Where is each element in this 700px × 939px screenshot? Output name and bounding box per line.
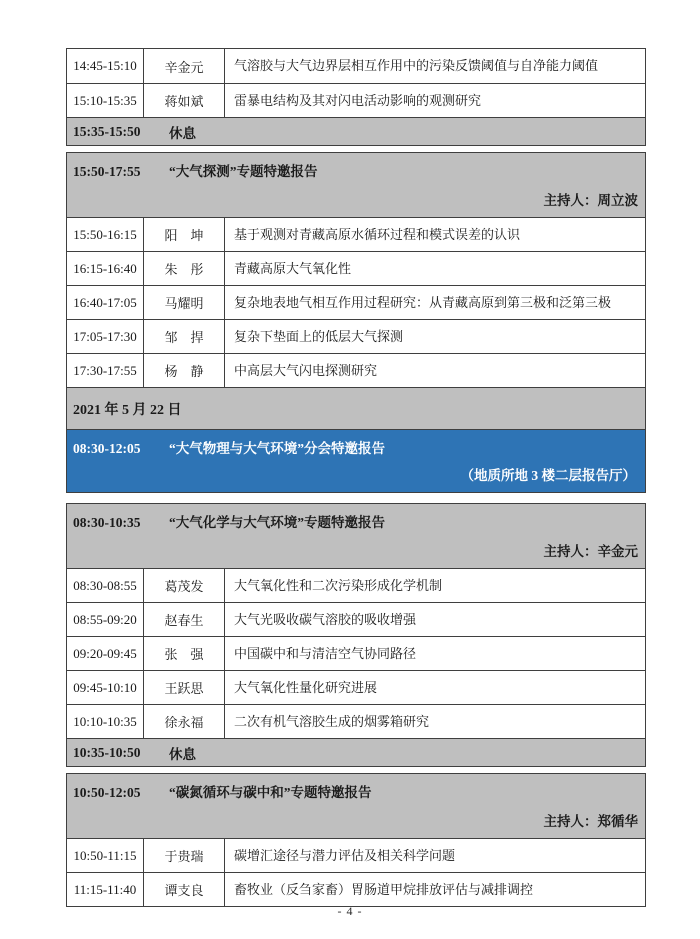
plenary-time: 08:30-12:05	[73, 441, 141, 456]
plenary-session-row	[67, 429, 645, 492]
session-title: “碳氮循环与碳中和”专题特邀报告	[169, 785, 372, 800]
session-title: “大气探测”专题特邀报告	[169, 164, 318, 179]
talk-row	[67, 670, 645, 704]
table-section	[66, 152, 646, 493]
session-header-line	[67, 511, 645, 531]
talk-title: 基于观测对青藏高原水循环过程和模式误差的认识	[234, 226, 521, 242]
talk-row	[67, 872, 645, 906]
talk-time: 08:30-08:55	[73, 577, 137, 593]
session-header-line	[67, 160, 645, 180]
talk-title: 二次有机气溶胶生成的烟雾箱研究	[234, 713, 430, 729]
break-row	[67, 738, 645, 766]
session-chair: 主持人：辛金元	[543, 544, 638, 559]
talk-title: 复杂下垫面上的低层大气探测	[234, 328, 404, 344]
session-header-row	[67, 504, 645, 568]
break-time: 15:35-15:50	[73, 123, 141, 139]
talk-row	[67, 217, 645, 251]
plenary-header-line	[67, 437, 645, 457]
talk-title: 大气光吸收碳气溶胶的吸收增强	[234, 611, 417, 627]
session-header-line	[67, 781, 645, 801]
talk-row	[67, 319, 645, 353]
talk-speaker: 辛金元	[143, 49, 225, 83]
talk-speaker: 朱 彤	[143, 252, 225, 285]
talk-speaker: 阳 坤	[143, 218, 225, 251]
plenary-title: “大气物理与大气环境”分会特邀报告	[169, 441, 385, 456]
talk-speaker: 邹 捍	[143, 320, 225, 353]
session-header-row	[67, 774, 645, 838]
page-number: - 4 -	[337, 904, 363, 918]
talk-row	[67, 353, 645, 387]
talk-time: 17:30-17:55	[73, 362, 137, 378]
talk-time: 15:10-15:35	[73, 92, 137, 108]
break-time: 10:35-10:50	[73, 744, 141, 760]
session-title: “大气化学与大气环境”专题特邀报告	[169, 515, 385, 530]
break-label: 休息	[169, 125, 196, 141]
break-label: 休息	[169, 746, 196, 762]
talk-speaker: 于贵瑞	[143, 839, 225, 872]
talk-speaker: 马耀明	[143, 286, 225, 319]
talk-row	[67, 568, 645, 602]
talk-time: 09:20-09:45	[73, 645, 137, 661]
talk-time: 09:45-10:10	[73, 679, 137, 695]
talk-title: 气溶胶与大气边界层相互作用中的污染反馈阈值与自净能力阈值	[234, 58, 599, 74]
date-row: 2021 年 5 月 22 日	[67, 387, 645, 429]
talk-row	[67, 838, 645, 872]
talk-time: 08:55-09:20	[73, 611, 137, 627]
talk-title: 畜牧业（反刍家畜）胃肠道甲烷排放评估与减排调控	[234, 881, 534, 897]
talk-row	[67, 83, 645, 117]
talk-time: 14:45-15:10	[73, 58, 137, 73]
talk-title: 复杂地表地气相互作用过程研究：从青藏高原到第三极和泛第三极	[234, 294, 612, 310]
talk-title: 中国碳中和与清洁空气协同路径	[234, 645, 417, 661]
talk-speaker: 王跃思	[143, 671, 225, 704]
talk-speaker: 张 强	[143, 637, 225, 670]
talk-speaker: 杨 静	[143, 354, 225, 387]
talk-time: 10:10-10:35	[73, 713, 137, 729]
plenary-venue: （地质所地 3 楼二层报告厅）	[460, 468, 636, 483]
talk-speaker: 蒋如斌	[143, 84, 225, 117]
talk-title: 大气氧化性和二次污染形成化学机制	[234, 577, 443, 593]
talk-speaker: 葛茂发	[143, 569, 225, 602]
session-time: 10:50-12:05	[73, 785, 141, 800]
session-chair: 主持人：周立波	[543, 193, 638, 208]
talk-title: 碳增汇途径与潜力评估及相关科学问题	[234, 847, 456, 863]
session-time: 15:50-17:55	[73, 164, 141, 179]
talk-row	[67, 49, 645, 83]
session-header-row	[67, 153, 645, 217]
talk-row	[67, 602, 645, 636]
session-chair: 主持人：郑循华	[543, 814, 638, 829]
talk-title: 大气氧化性量化研究进展	[234, 679, 378, 695]
session-time: 08:30-10:35	[73, 515, 141, 530]
table-section	[66, 773, 646, 907]
talk-title: 青藏高原大气氧化性	[234, 260, 352, 276]
table-section	[66, 48, 646, 146]
table-section	[66, 503, 646, 767]
talk-time: 16:15-16:40	[73, 260, 137, 276]
talk-title: 雷暴电结构及其对闪电活动影响的观测研究	[234, 92, 482, 108]
talk-time: 16:40-17:05	[73, 294, 137, 310]
talk-time: 15:50-16:15	[73, 226, 137, 242]
talk-title: 中高层大气闪电探测研究	[234, 362, 378, 378]
talk-time: 10:50-11:15	[73, 847, 137, 863]
talk-speaker: 徐永福	[143, 705, 225, 738]
talk-row	[67, 704, 645, 738]
talk-row	[67, 636, 645, 670]
break-row	[67, 117, 645, 145]
talk-speaker: 谭支良	[143, 873, 225, 906]
talk-time: 11:15-11:40	[73, 881, 137, 897]
talk-speaker: 赵春生	[143, 603, 225, 636]
talk-row	[67, 285, 645, 319]
schedule-table	[66, 48, 646, 907]
talk-time: 17:05-17:30	[73, 328, 137, 344]
talk-row	[67, 251, 645, 285]
